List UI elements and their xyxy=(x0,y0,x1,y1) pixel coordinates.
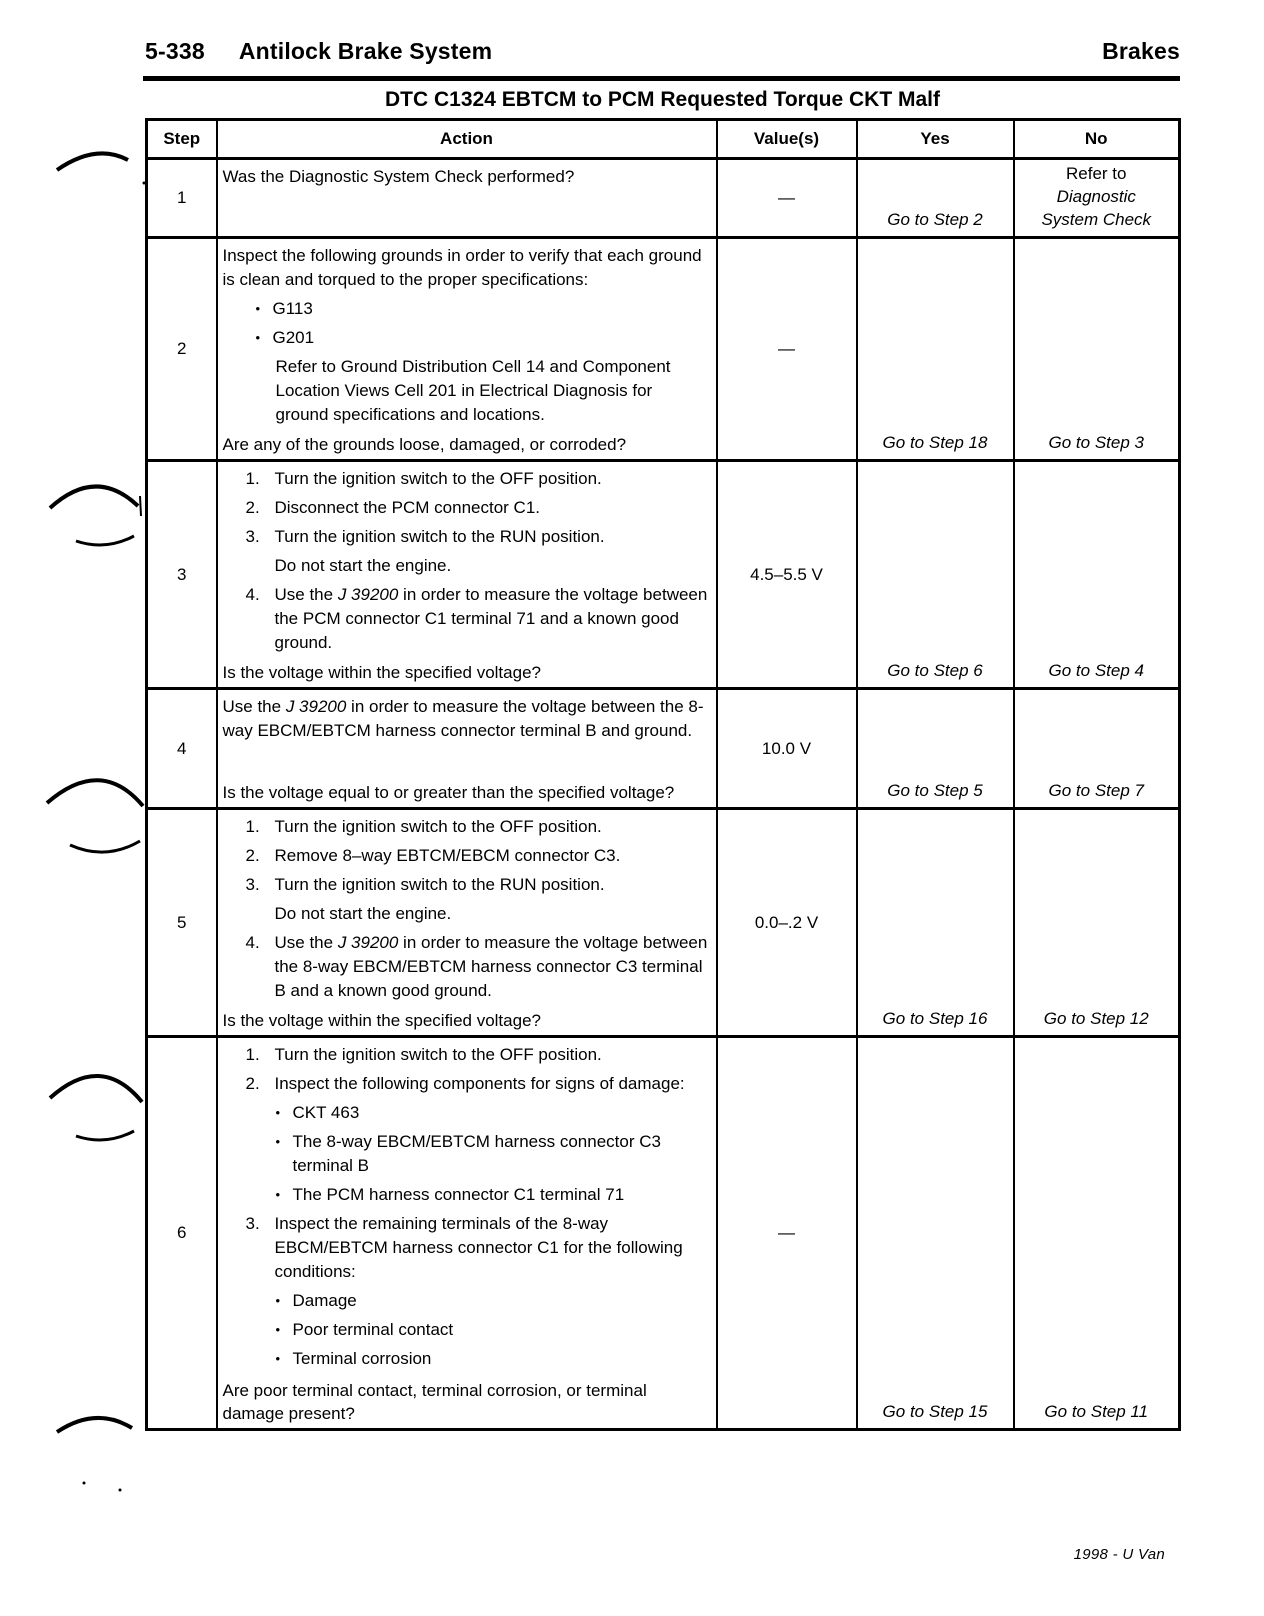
reference-note: Refer to Ground Distribution Cell 14 and Component Location Views Cell 201 in Electrical Diagnosis for ground specifications and locations. xyxy=(275,357,671,424)
punch-mark-4-bottom xyxy=(76,1131,134,1140)
numbered-item: 1. Turn the ignition switch to the OFF position. xyxy=(223,1043,708,1067)
running-head-left xyxy=(145,38,492,65)
bullet-item: • Terminal corrosion xyxy=(223,1347,708,1371)
numbered-item: 3. Inspect the remaining terminals of the 8-way EBCM/EBTCM harness connector C1 for the following conditions: xyxy=(223,1212,708,1284)
yes-cell xyxy=(857,809,1014,1037)
table-header-row xyxy=(147,120,1180,159)
column-header-yes: Yes xyxy=(857,120,1014,159)
punch-mark-2-dash xyxy=(140,496,141,516)
item-number: 3. xyxy=(245,1214,260,1233)
punch-mark-1 xyxy=(57,153,128,170)
step-row-5 xyxy=(147,809,1180,1037)
action-paragraph: Use the J 39200 in order to measure the voltage between the 8-way EBCM/EBTCM harness connector terminal B and ground. xyxy=(222,697,704,740)
step-number: 4 xyxy=(147,689,217,809)
yes-cell xyxy=(857,1037,1014,1430)
punch-mark-2-bottom xyxy=(76,536,134,545)
step-row-3 xyxy=(147,461,1180,689)
goto-line: Go to Step 6 xyxy=(887,661,983,680)
no-cell xyxy=(1014,238,1180,461)
question-text: Are poor terminal contact, terminal corrosion, or terminal damage present? xyxy=(222,1381,647,1423)
no-cell xyxy=(1014,461,1180,689)
bullet-icon: • xyxy=(275,1322,281,1337)
numbered-item: 2. Remove 8–way EBTCM/EBCM connector C3. xyxy=(223,844,708,868)
punch-mark-3-bottom xyxy=(70,841,140,852)
value-cell: — xyxy=(717,159,857,238)
no-cell xyxy=(1014,1037,1180,1430)
item-number: 2. xyxy=(245,498,260,517)
bullet-icon: • xyxy=(255,301,261,316)
goto-line: Go to Step 3 xyxy=(1048,433,1144,452)
bullet-item: • Poor terminal contact xyxy=(223,1318,708,1342)
step-number: 2 xyxy=(147,238,217,461)
bullet-icon: • xyxy=(275,1187,281,1202)
bullet-item: • G201 xyxy=(223,326,708,350)
yes-cell xyxy=(857,689,1014,809)
step-number: 6 xyxy=(147,1037,217,1430)
bullet-icon: • xyxy=(275,1351,281,1366)
value-cell: 4.5–5.5 V xyxy=(717,461,857,689)
numbered-item: 2. Disconnect the PCM connector C1. xyxy=(223,496,708,520)
punch-mark-5 xyxy=(57,1418,132,1432)
no-cell xyxy=(1014,159,1180,238)
step-row-4 xyxy=(147,689,1180,809)
goto-line: Go to Step 2 xyxy=(887,210,983,229)
goto-line: Go to Step 7 xyxy=(1048,781,1144,800)
question-text: Is the voltage within the specified voltage? xyxy=(222,663,541,682)
punch-mark-2-top xyxy=(50,486,138,508)
bullet-item: • The 8-way EBCM/EBTCM harness connector C3 terminal B xyxy=(223,1130,708,1178)
goto-line: Go to Step 15 xyxy=(882,1402,988,1421)
section-title: Antilock Brake System xyxy=(238,38,493,64)
bullet-item: • Damage xyxy=(223,1289,708,1313)
punch-mark-4-top xyxy=(50,1076,142,1102)
column-header-no: No xyxy=(1014,120,1180,159)
yes-cell xyxy=(857,159,1014,238)
continuation-text: Do not start the engine. xyxy=(274,556,452,575)
action-cell xyxy=(217,461,717,689)
bullet-icon: • xyxy=(275,1134,281,1149)
column-header-action: Action xyxy=(217,120,717,159)
numbered-item: 4. Use the J 39200 in order to measure the voltage between the PCM connector C1 terminal 71 and a known good ground. xyxy=(223,583,708,655)
numbered-item: 2. Inspect the following components for signs of damage: xyxy=(223,1072,708,1096)
item-number: 2. xyxy=(245,1074,260,1093)
question-text: Are any of the grounds loose, damaged, or corroded? xyxy=(222,435,627,454)
item-number: 1. xyxy=(245,817,260,836)
value-cell: 10.0 V xyxy=(717,689,857,809)
goto-line: Diagnostic xyxy=(1056,187,1136,206)
numbered-item: 1. Turn the ignition switch to the OFF position. xyxy=(223,815,708,839)
chapter-title: Brakes xyxy=(1102,38,1180,64)
step-number: 3 xyxy=(147,461,217,689)
item-number: 3. xyxy=(245,527,260,546)
dtc-table-title: DTC C1324 EBTCM to PCM Requested Torque CKT Malf xyxy=(385,88,940,111)
no-cell xyxy=(1014,809,1180,1037)
bullet-item: • G113 xyxy=(223,297,708,321)
value-cell: 0.0–.2 V xyxy=(717,809,857,1037)
dtc-table xyxy=(145,118,1181,1431)
action-cell xyxy=(217,809,717,1037)
action-cell xyxy=(217,1037,717,1430)
item-number: 1. xyxy=(245,469,260,488)
item-number: 3. xyxy=(245,875,260,894)
step-number: 5 xyxy=(147,809,217,1037)
goto-line: Go to Step 11 xyxy=(1044,1402,1149,1421)
bullet-item: • The PCM harness connector C1 terminal 71 xyxy=(223,1183,708,1207)
yes-cell xyxy=(857,238,1014,461)
bullet-item: • CKT 463 xyxy=(223,1101,708,1125)
page-header xyxy=(145,38,1180,65)
column-header-values: Value(s) xyxy=(717,120,857,159)
question-text: Is the voltage within the specified voltage? xyxy=(222,1011,541,1030)
item-number: 4. xyxy=(245,933,260,952)
action-paragraph: Inspect the following grounds in order to verify that each ground is clean and torqued to the proper specifications: xyxy=(222,246,702,289)
punch-mark-3-top xyxy=(47,780,143,806)
goto-line: Go to Step 16 xyxy=(882,1009,988,1028)
item-number: 1. xyxy=(245,1045,260,1064)
bullet-icon: • xyxy=(275,1293,281,1308)
goto-line: Go to Step 12 xyxy=(1043,1009,1149,1028)
action-cell xyxy=(217,159,717,238)
continuation-text: Do not start the engine. xyxy=(274,904,452,923)
item-number: 4. xyxy=(245,585,260,604)
page-number: 5-338 xyxy=(145,38,205,64)
header-rule xyxy=(143,76,1180,81)
step-number: 1 xyxy=(147,159,217,238)
step-row-6 xyxy=(147,1037,1180,1430)
goto-line: Go to Step 18 xyxy=(882,433,988,452)
no-cell xyxy=(1014,689,1180,809)
bullet-icon: • xyxy=(255,330,261,345)
item-number: 2. xyxy=(245,846,260,865)
action-paragraph: Was the Diagnostic System Check performed? xyxy=(222,167,575,186)
numbered-item: 4. Use the J 39200 in order to measure the voltage between the 8-way EBCM/EBTCM harness connector C3 terminal B and a known good ground. xyxy=(223,931,708,1003)
value-cell: — xyxy=(717,238,857,461)
step-row-2 xyxy=(147,238,1180,461)
numbered-item: 1. Turn the ignition switch to the OFF position. xyxy=(223,467,708,491)
action-cell xyxy=(217,238,717,461)
value-cell: — xyxy=(717,1037,857,1430)
bullet-icon: • xyxy=(275,1105,281,1120)
yes-cell xyxy=(857,461,1014,689)
column-header-step: Step xyxy=(147,120,217,159)
step-row-1 xyxy=(147,159,1180,238)
page-footer: 1998 - U Van xyxy=(1073,1546,1165,1563)
goto-line: Go to Step 5 xyxy=(887,781,983,800)
table-body xyxy=(147,159,1180,1430)
action-cell xyxy=(217,689,717,809)
question-text: Is the voltage equal to or greater than the specified voltage? xyxy=(222,783,675,802)
goto-line: Go to Step 4 xyxy=(1048,661,1144,680)
goto-line: System Check xyxy=(1041,210,1152,229)
goto-line: Refer to xyxy=(1066,164,1127,183)
numbered-item: 3. Turn the ignition switch to the RUN position. xyxy=(223,525,708,549)
numbered-item: 3. Turn the ignition switch to the RUN position. xyxy=(223,873,708,897)
